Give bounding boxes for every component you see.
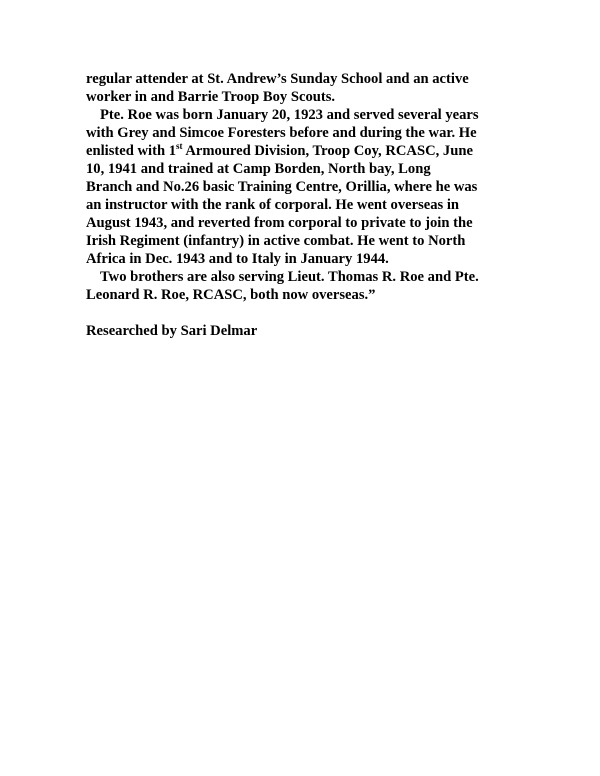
paragraph-gap <box>86 304 556 322</box>
article-text <box>86 70 556 340</box>
text-line: Branch and No.26 basic Training Centre, Orillia, where he was <box>86 179 478 195</box>
text-line: worker in and Barrie Troop Boy Scouts. <box>86 89 336 105</box>
text-line: with Grey and Simcoe Foresters before and during the war. He <box>86 125 477 141</box>
researcher-credit: Researched by Sari Delmar <box>86 323 258 339</box>
text-line: Leonard R. Roe, RCASC, both now overseas.” <box>86 287 376 303</box>
ordinal-superscript: st <box>176 141 183 152</box>
paragraph-start-line: Two brothers are also serving Lieut. Thomas R. Roe and Pte. <box>100 269 479 285</box>
text-line: Africa in Dec. 1943 and to Italy in January 1944. <box>86 251 389 267</box>
text-line: 10, 1941 and trained at Camp Borden, North bay, Long <box>86 161 431 177</box>
text-line: Irish Regiment (infantry) in active combat. He went to North <box>86 233 466 249</box>
text-line: an instructor with the rank of corporal. He went overseas in <box>86 197 460 213</box>
line-segment: enlisted with 1 <box>86 143 176 159</box>
line-segment: Armoured Division, Troop Coy, RCASC, June <box>182 143 473 159</box>
text-line: regular attender at St. Andrew’s Sunday School and an active <box>86 71 469 87</box>
paragraph-start-line: Pte. Roe was born January 20, 1923 and served several years <box>100 107 479 123</box>
text-line-with-superscript <box>86 142 556 160</box>
text-line: August 1943, and reverted from corporal to private to join the <box>86 215 473 231</box>
